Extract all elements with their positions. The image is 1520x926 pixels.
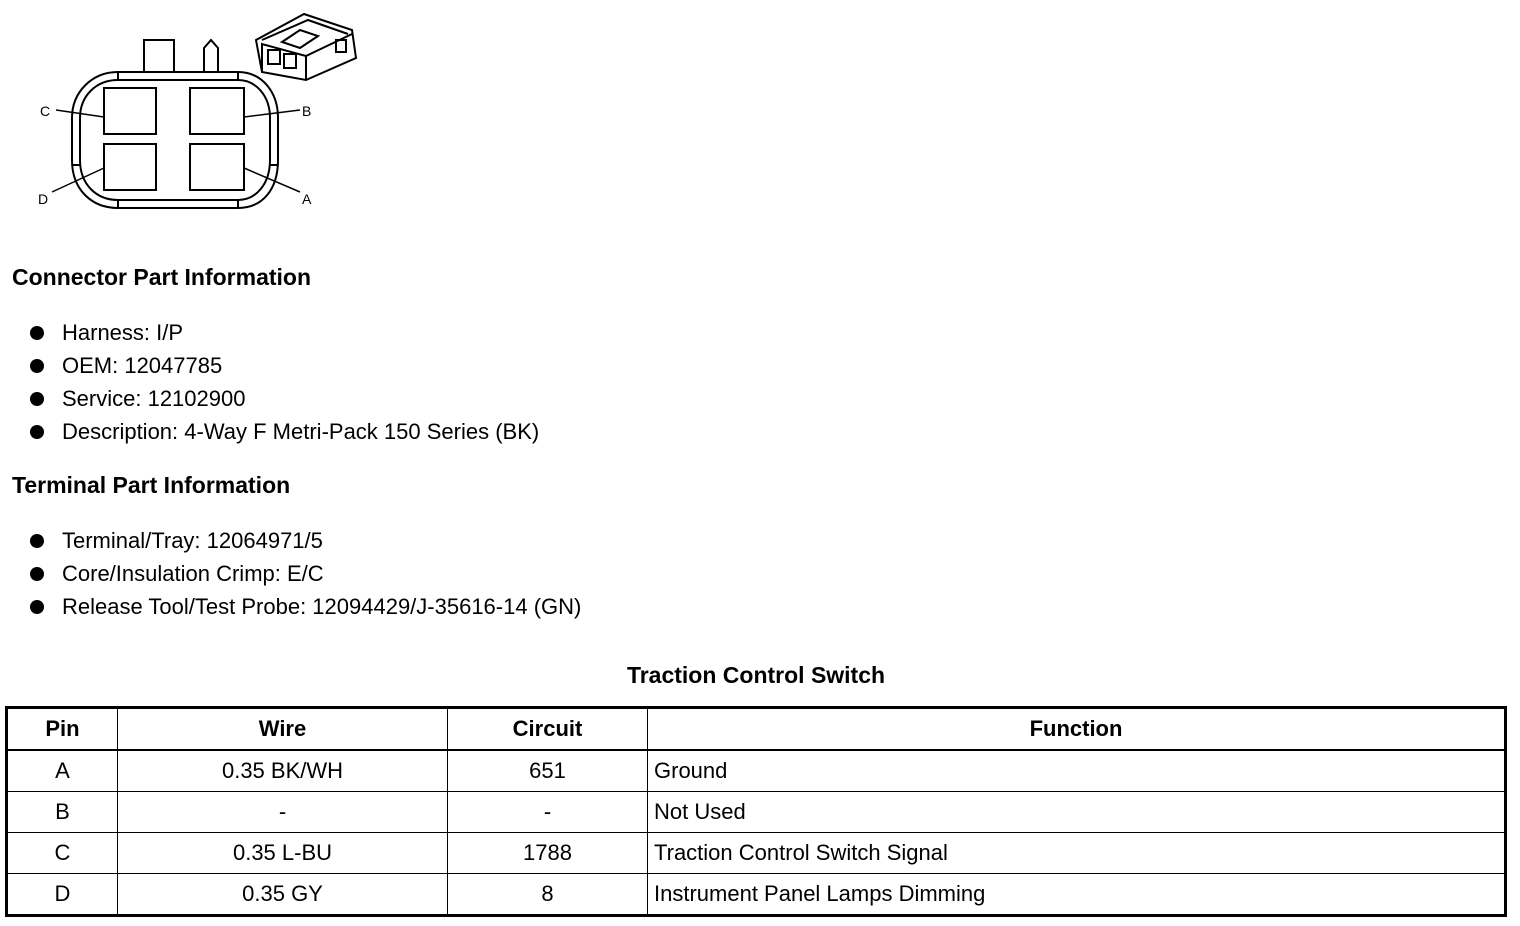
list-item — [0, 382, 539, 415]
cell-wire: - — [118, 792, 448, 833]
terminal-item-text: Core/Insulation Crimp: E/C — [62, 561, 324, 586]
cell-circuit: 8 — [448, 874, 648, 916]
cell-pin: A — [7, 750, 118, 792]
header-circuit: Circuit — [448, 708, 648, 751]
connector-diagram — [0, 0, 380, 230]
connector-item-text: OEM: 12047785 — [62, 353, 223, 378]
cell-function: Traction Control Switch Signal — [648, 833, 1506, 874]
pin-label-d: D — [38, 191, 49, 207]
table-row — [7, 750, 1506, 792]
cell-circuit: 1788 — [448, 833, 648, 874]
key-tab — [204, 40, 218, 74]
list-item — [0, 524, 581, 557]
connector-info-heading: Connector Part Information — [12, 264, 312, 290]
header-wire: Wire — [118, 708, 448, 751]
bullet-icon — [30, 534, 44, 548]
bullet-icon — [30, 567, 44, 581]
connector-item-text: Description: 4-Way F Metri-Pack 150 Series (BK) — [62, 419, 540, 444]
table-header-row — [7, 708, 1506, 751]
bullet-icon — [30, 600, 44, 614]
bullet-icon — [30, 392, 44, 406]
connector-3d-sketch — [256, 14, 356, 80]
list-item — [0, 349, 539, 382]
terminal-item-text: Terminal/Tray: 12064971/5 — [62, 528, 323, 553]
pin-label-c: C — [40, 103, 51, 119]
pinout-table — [5, 706, 1507, 917]
terminal-info-list — [0, 524, 581, 623]
pin-label-b: B — [302, 103, 312, 119]
cell-function: Instrument Panel Lamps Dimming — [648, 874, 1506, 916]
cell-wire: 0.35 L-BU — [118, 833, 448, 874]
cell-function: Not Used — [648, 792, 1506, 833]
connector-item-text: Harness: I/P — [62, 320, 184, 345]
connector-info-list — [0, 316, 539, 448]
connector-housing — [72, 72, 278, 208]
list-item — [0, 590, 581, 623]
list-item — [0, 415, 539, 448]
header-pin: Pin — [7, 708, 118, 751]
table-row — [7, 874, 1506, 916]
terminal-item-text: Release Tool/Test Probe: 12094429/J-35616-14 (GN) — [62, 594, 582, 619]
connector-item-text: Service: 12102900 — [62, 386, 246, 411]
cell-wire: 0.35 GY — [118, 874, 448, 916]
table-title: Traction Control Switch — [626, 662, 886, 688]
table-row — [7, 792, 1506, 833]
cell-circuit: - — [448, 792, 648, 833]
cell-pin: B — [7, 792, 118, 833]
connector-face-illustration — [0, 0, 380, 230]
cell-circuit: 651 — [448, 750, 648, 792]
bullet-icon — [30, 326, 44, 340]
cell-pin: C — [7, 833, 118, 874]
bullet-icon — [30, 359, 44, 373]
header-function: Function — [648, 708, 1506, 751]
list-item — [0, 557, 581, 590]
pin-label-a: A — [302, 191, 312, 207]
latch-tab — [144, 40, 174, 74]
cell-wire: 0.35 BK/WH — [118, 750, 448, 792]
cell-function: Ground — [648, 750, 1506, 792]
list-item — [0, 316, 539, 349]
terminal-info-heading: Terminal Part Information — [12, 472, 291, 498]
cell-pin: D — [7, 874, 118, 916]
table-row — [7, 833, 1506, 874]
bullet-icon — [30, 425, 44, 439]
